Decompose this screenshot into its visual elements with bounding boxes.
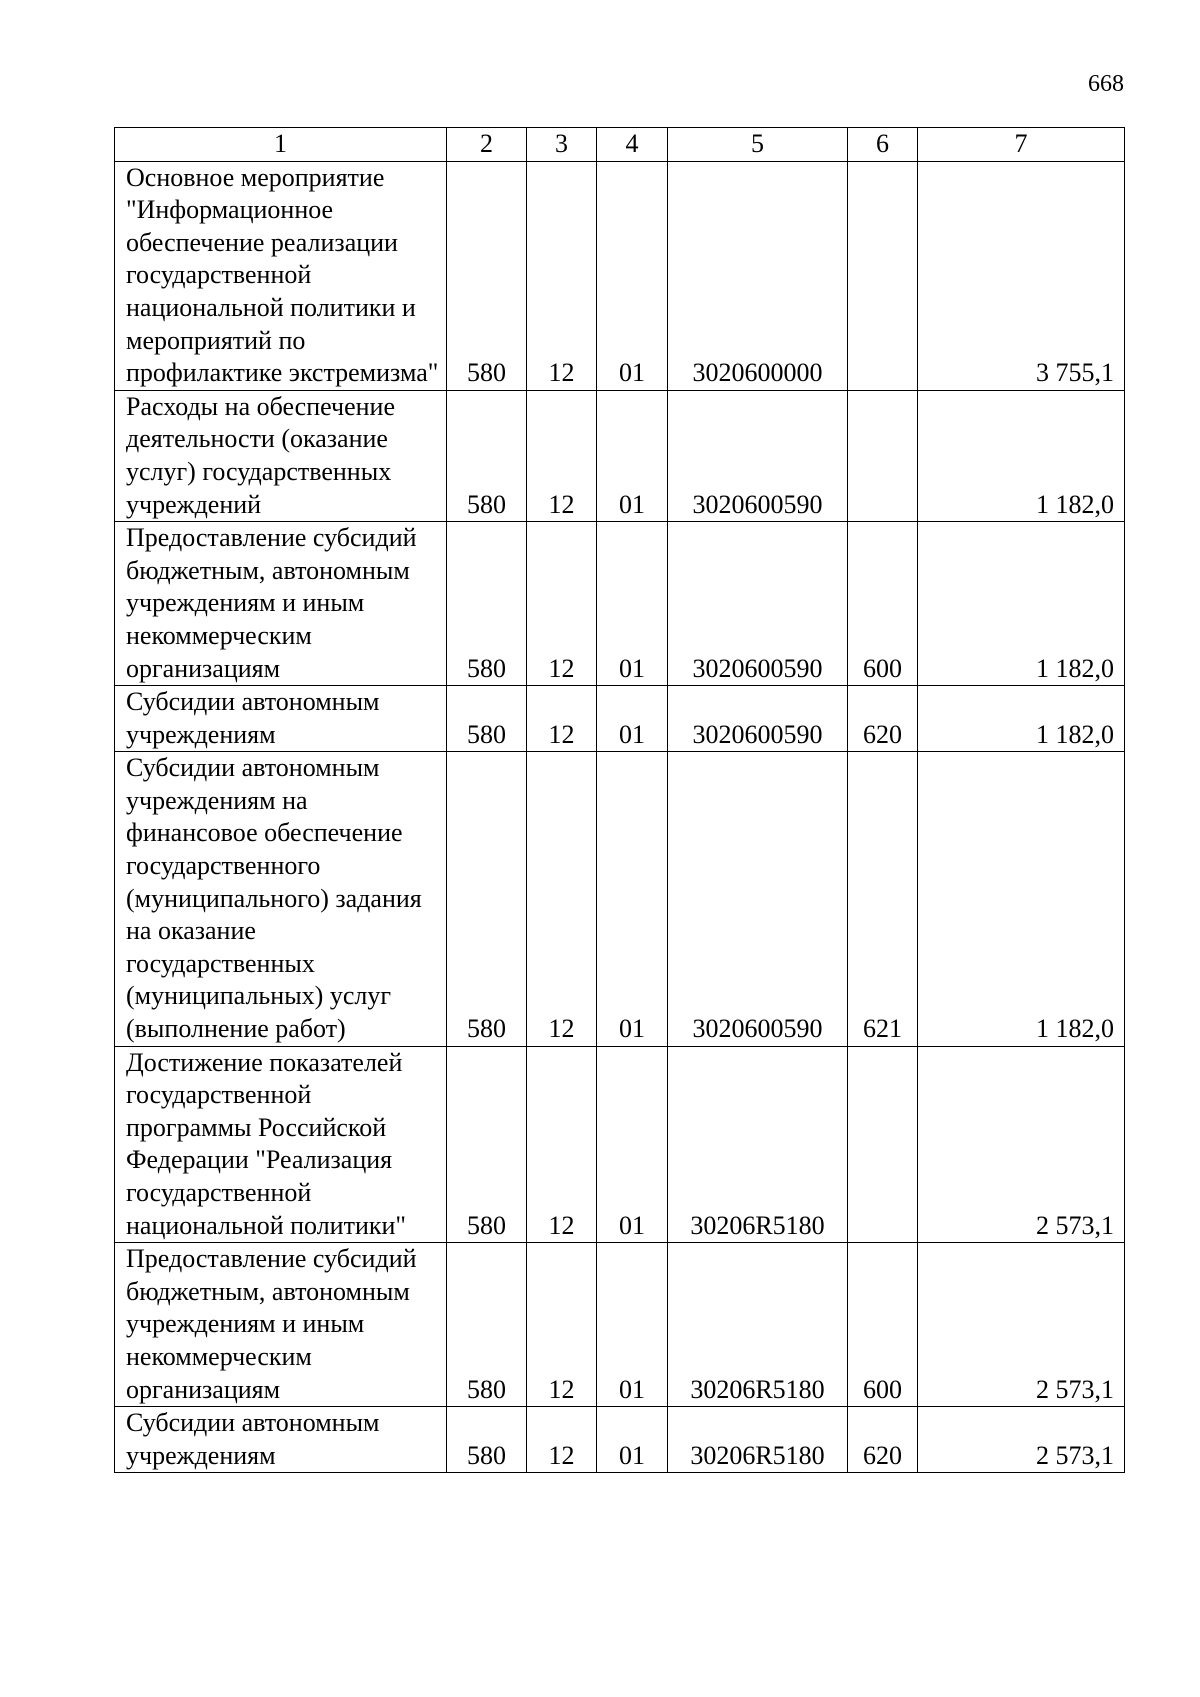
row-name: Предоставление субсидий бюджетным, автономным учреждениям и иным некоммерческим организациям xyxy=(115,522,447,686)
row-ved: 580 xyxy=(447,686,527,752)
row-rz: 12 xyxy=(527,686,597,752)
header-row xyxy=(115,128,1125,162)
row-name: Достижение показателей государственной программы Российской Федерации "Реализация государственной национальной политики" xyxy=(115,1046,447,1243)
row-csr: 3020600000 xyxy=(668,161,848,390)
row-sum: 3 755,1 xyxy=(918,161,1125,390)
row-name: Предоставление субсидий бюджетным, автономным учреждениям и иным некоммерческим организациям xyxy=(115,1243,447,1407)
header-col-5: 5 xyxy=(668,128,848,162)
row-ved: 580 xyxy=(447,1243,527,1407)
header-col-1: 1 xyxy=(115,128,447,162)
row-sum: 1 182,0 xyxy=(918,522,1125,686)
row-sum: 2 573,1 xyxy=(918,1046,1125,1243)
table-row xyxy=(115,161,1125,390)
row-csr: 3020600590 xyxy=(668,522,848,686)
row-pr: 01 xyxy=(597,1243,668,1407)
row-name: Основное мероприятие "Информационное обеспечение реализации государственной национальной политики и мероприятий по профилактике экстремизма" xyxy=(115,161,447,390)
table-row xyxy=(115,522,1125,686)
row-rz: 12 xyxy=(527,1046,597,1243)
header-col-2: 2 xyxy=(447,128,527,162)
row-pr: 01 xyxy=(597,161,668,390)
row-sum: 1 182,0 xyxy=(918,390,1125,521)
row-csr: 3020600590 xyxy=(668,390,848,521)
row-ved: 580 xyxy=(447,752,527,1046)
row-name: Субсидии автономным учреждениям на финансовое обеспечение государственного (муниципального) задания на оказание государственных (муниципальных) услуг (выполнение работ) xyxy=(115,752,447,1046)
table-row xyxy=(115,686,1125,752)
row-ved: 580 xyxy=(447,390,527,521)
row-vr xyxy=(848,1046,918,1243)
row-rz: 12 xyxy=(527,390,597,521)
row-pr: 01 xyxy=(597,752,668,1046)
row-vr xyxy=(848,390,918,521)
row-rz: 12 xyxy=(527,522,597,686)
row-rz: 12 xyxy=(527,1243,597,1407)
row-vr: 621 xyxy=(848,752,918,1046)
row-pr: 01 xyxy=(597,1407,668,1473)
row-sum: 2 573,1 xyxy=(918,1243,1125,1407)
row-csr: 30206R5180 xyxy=(668,1407,848,1473)
row-vr xyxy=(848,161,918,390)
row-vr: 620 xyxy=(848,1407,918,1473)
row-vr: 620 xyxy=(848,686,918,752)
row-pr: 01 xyxy=(597,686,668,752)
row-sum: 2 573,1 xyxy=(918,1407,1125,1473)
table-row xyxy=(115,390,1125,521)
row-rz: 12 xyxy=(527,1407,597,1473)
row-sum: 1 182,0 xyxy=(918,686,1125,752)
row-name: Субсидии автономным учреждениям xyxy=(115,686,447,752)
budget-table xyxy=(114,127,1125,1473)
row-csr: 3020600590 xyxy=(668,686,848,752)
row-ved: 580 xyxy=(447,161,527,390)
page-number: 668 xyxy=(1088,71,1124,97)
row-vr: 600 xyxy=(848,1243,918,1407)
table-row xyxy=(115,1407,1125,1473)
header-col-3: 3 xyxy=(527,128,597,162)
row-vr: 600 xyxy=(848,522,918,686)
row-pr: 01 xyxy=(597,1046,668,1243)
row-ved: 580 xyxy=(447,1407,527,1473)
row-pr: 01 xyxy=(597,390,668,521)
table-row xyxy=(115,1243,1125,1407)
table-row xyxy=(115,752,1125,1046)
row-csr: 3020600590 xyxy=(668,752,848,1046)
row-rz: 12 xyxy=(527,161,597,390)
header-col-4: 4 xyxy=(597,128,668,162)
row-name: Субсидии автономным учреждениям xyxy=(115,1407,447,1473)
row-csr: 30206R5180 xyxy=(668,1046,848,1243)
row-name: Расходы на обеспечение деятельности (оказание услуг) государственных учреждений xyxy=(115,390,447,521)
row-rz: 12 xyxy=(527,752,597,1046)
header-col-7: 7 xyxy=(918,128,1125,162)
row-ved: 580 xyxy=(447,522,527,686)
row-csr: 30206R5180 xyxy=(668,1243,848,1407)
row-sum: 1 182,0 xyxy=(918,752,1125,1046)
row-pr: 01 xyxy=(597,522,668,686)
table-row xyxy=(115,1046,1125,1243)
header-col-6: 6 xyxy=(848,128,918,162)
row-ved: 580 xyxy=(447,1046,527,1243)
